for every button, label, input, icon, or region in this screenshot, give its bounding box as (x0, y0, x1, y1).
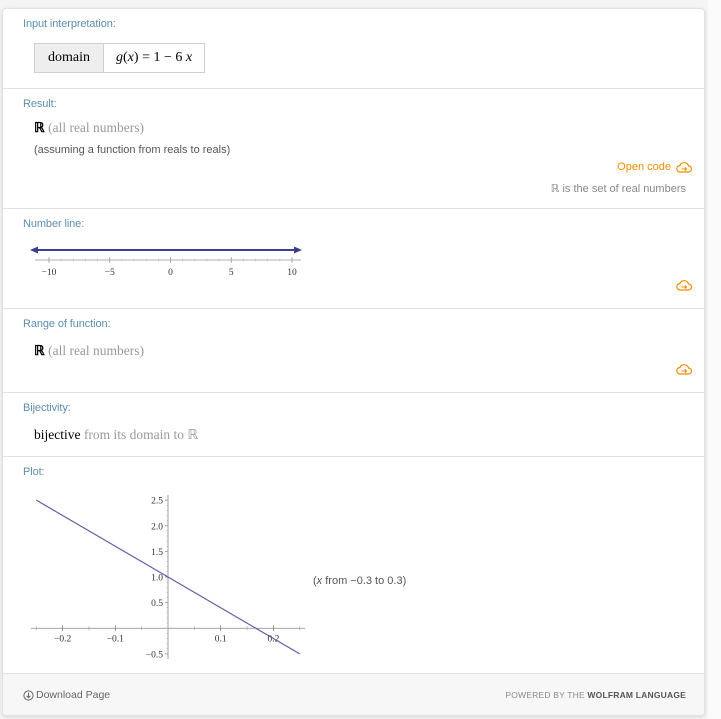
pod-title: Number line: (23, 218, 85, 230)
pod-bijectivity (3, 393, 704, 457)
y-tick-label: 2.5 (151, 496, 163, 507)
number-line-graphic (29, 243, 319, 279)
y-tick-label: 2.0 (151, 522, 163, 533)
results-card (2, 8, 705, 716)
range-text: (all real numbers) (48, 343, 145, 358)
cloud-arrow-icon[interactable] (676, 279, 692, 291)
y-tick-label: 0.5 (151, 599, 163, 610)
pod-result (3, 89, 704, 209)
bijectivity-value (34, 427, 198, 443)
y-tick-label: −0.5 (145, 650, 163, 661)
pod-title: Range of function: (23, 318, 111, 330)
reals-symbol: ℝ (34, 120, 45, 135)
reals-note: ℝ is the set of real numbers (550, 183, 686, 195)
pod-title: Bijectivity: (23, 402, 71, 414)
open-code-button[interactable] (617, 161, 692, 173)
x-tick-label: 0.2 (267, 634, 280, 645)
cloud-arrow-icon (676, 161, 692, 173)
reals-symbol: ℝ (34, 343, 45, 358)
x-tick-label: −0.1 (106, 634, 124, 645)
pod-title: Input interpretation: (23, 18, 116, 30)
result-assumption: (assuming a function from reals to reals) (34, 144, 231, 156)
side-panel-edge (708, 0, 721, 719)
result-text: (all real numbers) (48, 120, 145, 135)
number-line-tick-label: −10 (41, 268, 57, 278)
arrow-right-icon (294, 247, 302, 254)
download-icon (23, 690, 34, 701)
plot-chart (23, 487, 313, 667)
number-line-tick-label: 5 (228, 268, 234, 278)
pod-input-interpretation (3, 9, 704, 89)
open-code-label: Open code (617, 161, 671, 173)
powered-by[interactable]: POWERED BY THE WOLFRAM LANGUAGE (505, 690, 686, 700)
y-tick-label: 1.0 (151, 573, 163, 584)
number-line-tick-label: −5 (104, 268, 115, 278)
number-line-tick-label: 10 (287, 268, 297, 278)
number-line-tick-label: 0 (168, 268, 173, 278)
x-tick-label: 0.1 (214, 634, 227, 645)
x-tick-label: −0.2 (53, 634, 72, 645)
bijectivity-text: from its domain to ℝ (83, 427, 199, 442)
download-page-link[interactable] (23, 689, 110, 701)
interpretation-keyword: domain (35, 44, 104, 72)
pod-plot (3, 457, 704, 672)
y-tick-label: 1.5 (151, 547, 163, 558)
interpretation-box (34, 43, 205, 73)
interpretation-expression: g(x) = 1 − 6 x (116, 50, 193, 65)
cloud-arrow-icon[interactable] (676, 363, 692, 375)
range-value (34, 343, 144, 359)
result-value (34, 120, 144, 136)
pod-number-line (3, 209, 704, 309)
download-label: Download Page (36, 689, 111, 701)
bijective-word: bijective (34, 427, 81, 442)
plot-range-note: (x from −0.3 to 0.3) (313, 575, 407, 587)
pod-range (3, 309, 704, 393)
pod-title: Plot: (23, 466, 45, 478)
footer (3, 673, 704, 716)
pod-title: Result: (23, 98, 57, 110)
arrow-left-icon (30, 247, 38, 254)
